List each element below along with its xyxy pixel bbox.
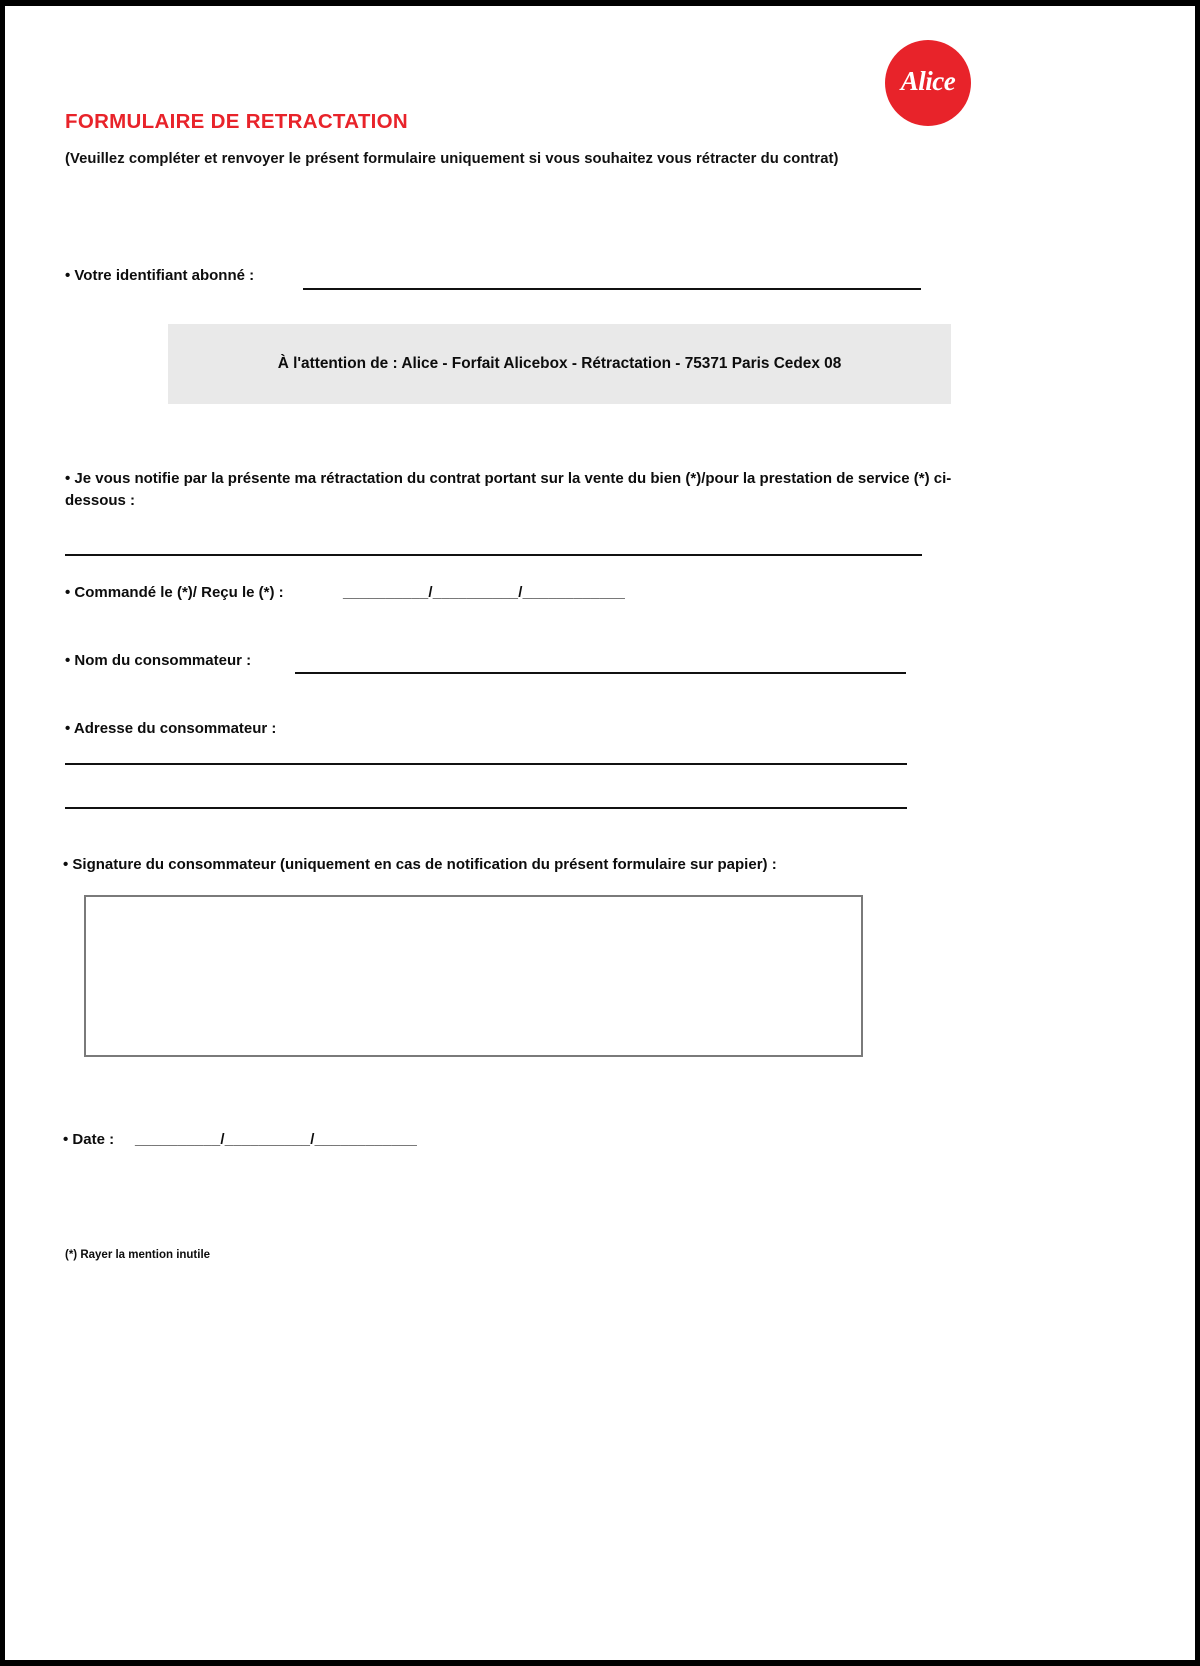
scan-edge-bottom [0,1660,1200,1666]
page-title: FORMULAIRE DE RETRACTATION [65,110,408,133]
consumer-address-input-rule-1[interactable] [65,763,907,765]
notify-input-rule[interactable] [65,554,922,556]
consumer-name-label: • Nom du consommateur : [65,652,252,669]
signature-box[interactable] [84,895,863,1057]
consumer-address-input-rule-2[interactable] [65,807,907,809]
date-label: • Date : [63,1131,115,1148]
attention-line: À l'attention de : Alice - Forfait Alicebox - Rétractation - 75371 Paris Cedex 08 [277,355,842,372]
footnote: (*) Rayer la mention inutile [65,1249,211,1261]
consumer-address-label: • Adresse du consommateur : [65,720,277,737]
alice-logo [885,40,971,126]
subscriber-id-label: • Votre identifiant abonné : [65,267,255,284]
subscriber-id-input-rule[interactable] [303,288,921,290]
scan-edge-right [1195,0,1200,1666]
order-date-label: • Commandé le (*)/ Reçu le (*) : [65,584,284,601]
notify-paragraph: • Je vous notifie par la présente ma rétractation du contrat portant sur la vente du bien (*)/pour la prestation de service (*) ci-dessous : [65,470,952,509]
page-subtitle: (Veuillez compléter et renvoyer le présent formulaire uniquement si vous souhaitez vous rétracter du contrat) [65,151,839,167]
document-sheet [5,6,1195,1660]
alice-logo-label: Alice [900,65,956,96]
consumer-name-input-rule[interactable] [295,672,906,674]
date-input[interactable]: __________/__________/____________ [135,1131,418,1148]
order-date-input[interactable]: __________/__________/____________ [343,584,626,601]
signature-label: • Signature du consommateur (uniquement en cas de notification du présent formulaire sur papier) : [63,856,777,873]
